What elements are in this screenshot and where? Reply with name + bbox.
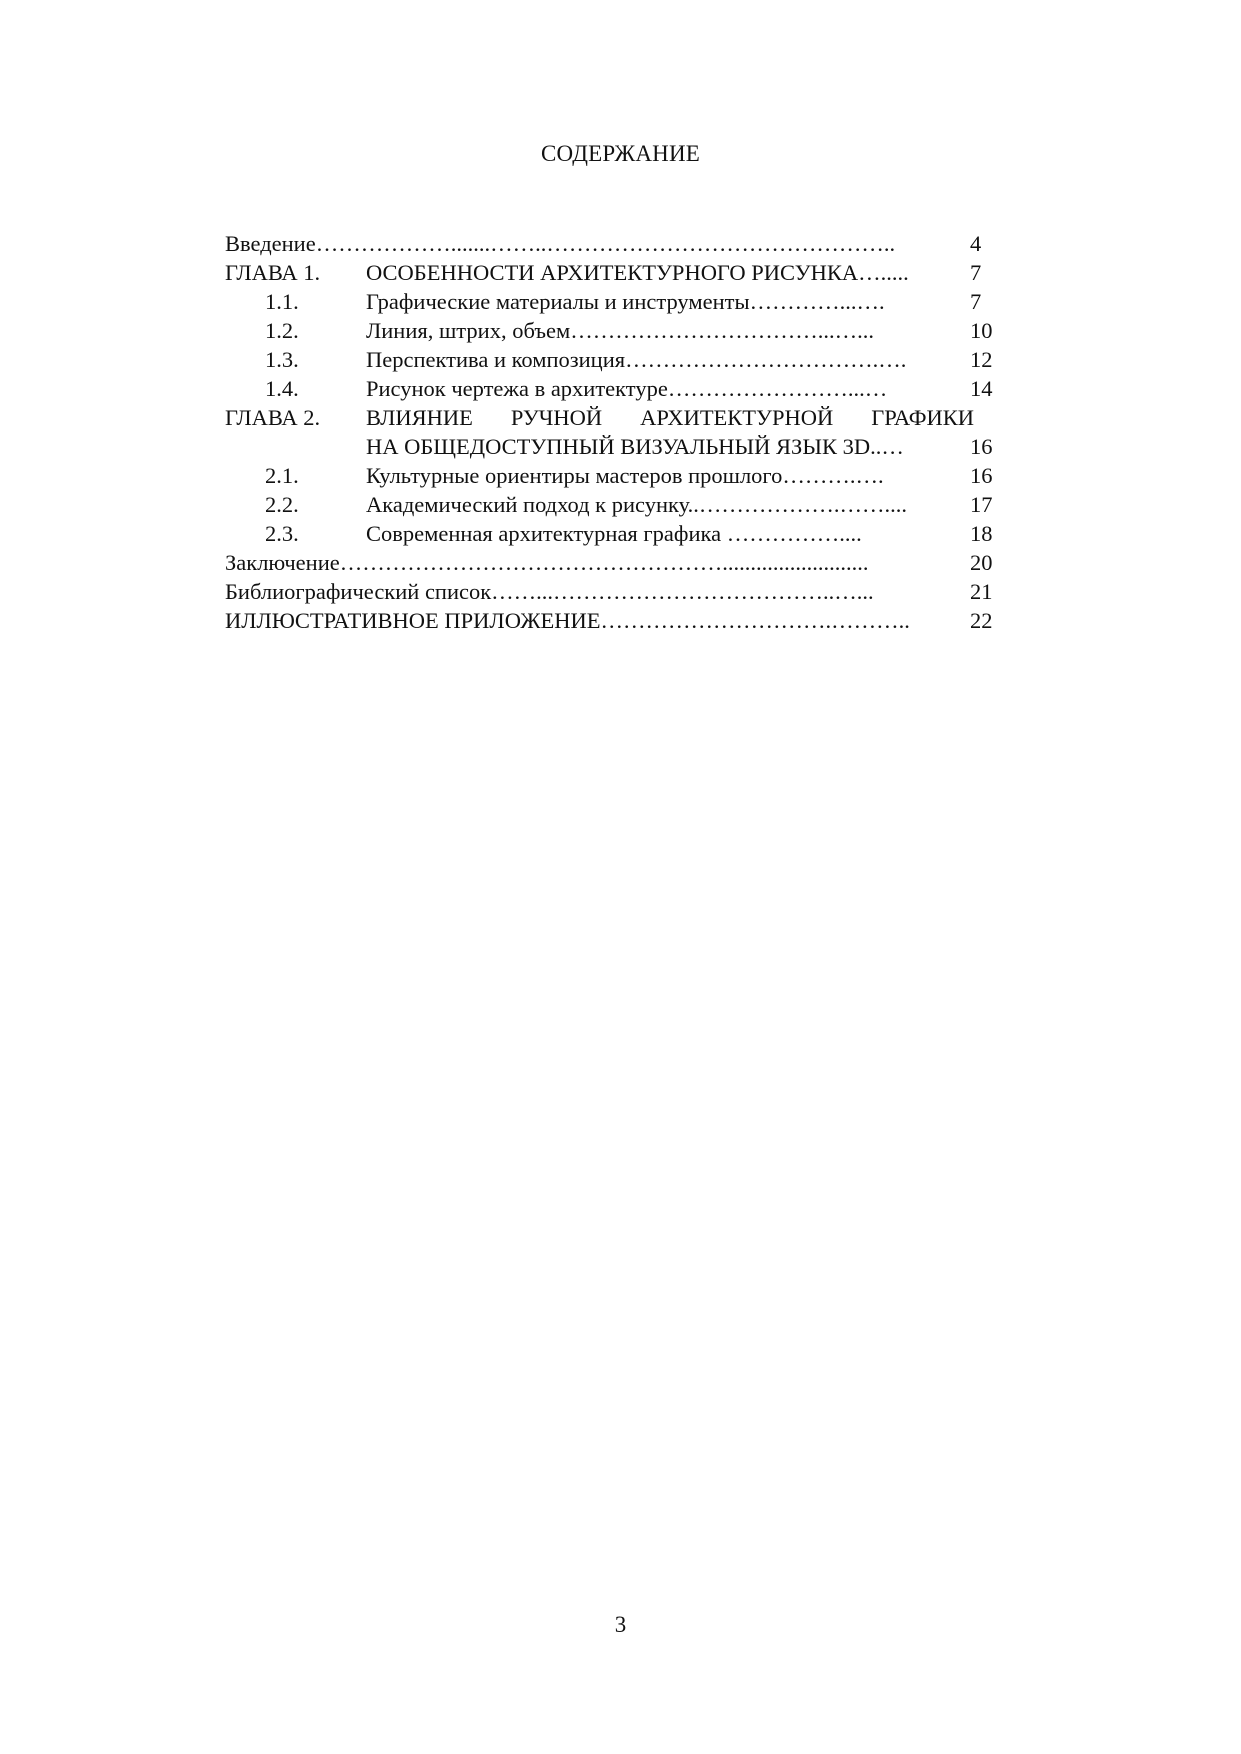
toc-entry-page: 7 (970, 260, 982, 285)
toc-entry-number: 1.1. (265, 289, 299, 314)
toc-entry-number: 2.1. (265, 463, 299, 488)
toc-entry-page: 4 (970, 231, 982, 256)
toc-entry-text: ОСОБЕННОСТИ АРХИТЕКТУРНОГО РИСУНКА…..... (366, 260, 909, 285)
toc-entry-chapter-1[interactable] (225, 258, 1005, 287)
toc-entry-text: Современная архитектурная графика …………….... (366, 521, 862, 546)
page-number: 3 (614, 1612, 627, 1637)
toc-entry-text: Заключение…………………………………………….......................... (225, 550, 869, 575)
toc-entry-text: Библиографический список……...………………………………..…... (225, 579, 874, 604)
toc-entry-page: 22 (970, 608, 993, 633)
toc-entry-number: 2.2. (265, 492, 299, 517)
toc-entry-number: 1.4. (265, 376, 299, 401)
toc-entry-text: Линия, штрих, объем……………………………...…... (366, 318, 874, 343)
toc-entry-page: 7 (970, 289, 982, 314)
toc-entry-number: 2.3. (265, 521, 299, 546)
toc-entry-text: Перспектива и композиция…………………………….…. (366, 347, 907, 372)
toc-entry-text: Введение……………….......……..……………………………………….. (225, 231, 896, 256)
table-of-contents (225, 229, 1005, 635)
toc-entry-section-1-4[interactable] (225, 374, 1005, 403)
toc-entry-text: Культурные ориентиры мастеров прошлого……….…. (366, 463, 884, 488)
toc-entry-page: 16 (970, 463, 993, 488)
toc-entry-chapter-2[interactable] (225, 403, 1005, 432)
toc-entry-text: ИЛЛЮСТРАТИВНОЕ ПРИЛОЖЕНИЕ………………………….……….. (225, 608, 910, 633)
toc-entry-number: 1.2. (265, 318, 299, 343)
toc-entry-page: 20 (970, 550, 993, 575)
toc-entry-page: 17 (970, 492, 993, 517)
toc-entry-introduction[interactable] (225, 229, 1005, 258)
toc-entry-number: ГЛАВА 2. (225, 405, 321, 430)
toc-entry-page: 12 (970, 347, 993, 372)
page-title: СОДЕРЖАНИЕ (540, 141, 700, 166)
toc-entry-appendix[interactable] (225, 606, 1005, 635)
toc-entry-page: 10 (970, 318, 993, 343)
toc-entry-chapter-2-continued[interactable] (225, 432, 1005, 461)
toc-entry-section-1-2[interactable] (225, 316, 1005, 345)
toc-entry-text: Графические материалы и инструменты…………...…. (366, 289, 885, 314)
toc-entry-section-1-1[interactable] (225, 287, 1005, 316)
toc-entry-page: 16 (970, 434, 993, 459)
toc-entry-page: 21 (970, 579, 993, 604)
toc-entry-page: 18 (970, 521, 993, 546)
toc-entry-section-2-3[interactable] (225, 519, 1005, 548)
toc-entry-text: Академический подход к рисунку..……………….…….... (366, 492, 907, 517)
toc-entry-section-1-3[interactable] (225, 345, 1005, 374)
toc-entry-section-2-2[interactable] (225, 490, 1005, 519)
toc-entry-text: ВЛИЯНИЕ РУЧНОЙ АРХИТЕКТУРНОЙ ГРАФИКИ (366, 405, 974, 430)
toc-entry-text: НА ОБЩЕДОСТУПНЫЙ ВИЗУАЛЬНЫЙ ЯЗЫК 3D..… (366, 434, 904, 459)
toc-entry-text: Рисунок чертежа в архитектуре……………………...… (366, 376, 888, 401)
toc-entry-number: ГЛАВА 1. (225, 260, 321, 285)
toc-entry-conclusion[interactable] (225, 548, 1005, 577)
toc-entry-section-2-1[interactable] (225, 461, 1005, 490)
toc-entry-page: 14 (970, 376, 993, 401)
toc-entry-bibliography[interactable] (225, 577, 1005, 606)
toc-entry-number: 1.3. (265, 347, 299, 372)
